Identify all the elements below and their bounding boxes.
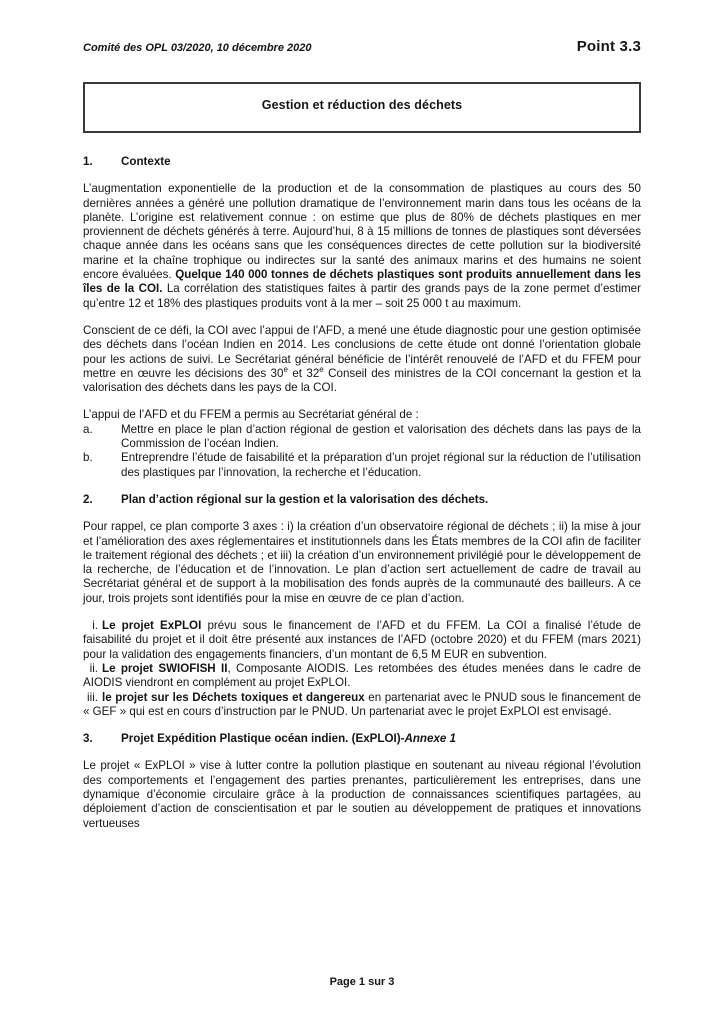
list-marker: iii. <box>87 690 98 704</box>
page-footer <box>0 976 724 988</box>
document-header <box>83 38 641 55</box>
text-segment: et 32 <box>287 366 320 380</box>
section-number: 3. <box>83 732 93 746</box>
section-heading <box>83 155 641 169</box>
text-segment: , Composante AIODIS. Les retombées des études menées dans le cadre de AIODIS viendront en complément au projet ExPLOI. <box>83 661 641 690</box>
section-heading <box>83 732 641 746</box>
project-item <box>83 619 641 662</box>
text-segment: en partenariat avec le PNUD sous le financement de « GEF » qui est en cours d’instruction par le PNUD. Un partenariat avec le projet ExPLOI est envisagé. <box>83 690 641 718</box>
text-segment: L’appui de l’AFD et du FFEM a permis au Secrétariat général de : <box>83 408 419 422</box>
section-title <box>121 155 171 168</box>
list-intro <box>83 408 641 422</box>
title-box <box>83 82 641 133</box>
page-number: Page 1 sur 3 <box>329 976 395 988</box>
project-list <box>83 619 641 719</box>
project-item <box>83 662 641 691</box>
list-marker: ii. <box>89 661 98 675</box>
list-item <box>83 451 641 480</box>
paragraph <box>83 520 641 606</box>
text-segment: Pour rappel, ce plan comporte 3 axes : i) la création d’un observatoire régional de déchets ; ii) la mise à jour et l’amélioration des axes réglementaires et institutionnels dans les États membres de la COI afin de faciliter le traitement régional des déchets ; et iii) la création d’un environnement privilégié pour le développement de la recherche, de l’éducation et de l’innovation. Le plan d’action sert actuellement de cadre de travail au Secrétariat général et de support à la mobilisation des fonds auprès de la communauté des bailleurs. A ce jour, trois projets sont identifiés pour la mise en œuvre de ce plan d’action. <box>83 520 641 605</box>
text-segment: Mettre en place le plan d’action régional de gestion et valorisation des déchets dans las pays de la Commission de l’océan Indien. <box>121 422 641 451</box>
text-segment: La corrélation des statistiques faites à partir des grands pays de la zone permet d’estimer qu’entre 12 et 18% des plastiques produits vont à la mer – soit 25 000 t au maximum. <box>83 282 641 310</box>
document-body <box>83 155 641 831</box>
lettered-list <box>83 408 641 479</box>
committee-label: Comité des OPL 03/2020, 10 décembre 2020 <box>83 42 312 54</box>
section-number: 2. <box>83 492 93 506</box>
text-segment: e <box>283 365 288 374</box>
text-segment: Projet Expédition Plastique océan indien. (ExPLOI)- <box>121 732 405 746</box>
text-segment: Plan d’action régional sur la gestion et la valorisation des déchets. <box>121 492 489 506</box>
section-heading <box>83 493 641 507</box>
section-title <box>121 732 456 745</box>
paragraph <box>83 182 641 311</box>
text-segment: L’augmentation exponentielle de la production et de la consommation de plastiques au cours des 50 dernières années a généré une pollution dramatique de l’environnement marin dans tous les océans de la planète. L’origine est relativement connue : on estime que plus de 80% de déchets plastiques en mer proviennent de déchets générés à terre. Aujourd’hui, 8 à 15 millions de tonnes de plastiques sont déversées chaque année dans les océans sans que les conséquences directes de cette pollution sur la biodiversité marine et la chaîne trophique ou indirectes sur la santé des animaux marins et des humains ne soient encore évaluées. <box>83 182 641 282</box>
text-segment: Conscient de ce défi, la COI avec l’appui de l’AFD, a mené une étude diagnostic pour une gestion optimisée des déchets dans l’océan Indien en 2014. Les conclusions de cette étude ont donné l’orientation globale pour les actions de suivi. Le Secrétariat général bénéficie de l’intérêt renouvelé de l’AFD et du FFEM pour mettre en œuvre les décisions des 30 <box>83 323 641 380</box>
text-segment: Le projet SWIOFISH II <box>102 661 228 675</box>
list-item <box>83 423 641 452</box>
paragraph <box>83 759 641 830</box>
section-title <box>121 493 488 506</box>
text-segment: Annexe 1 <box>404 732 457 746</box>
document-title: Gestion et réduction des déchets <box>261 98 463 112</box>
list-item-text <box>121 451 641 478</box>
agenda-point-label: Point 3.3 <box>576 38 641 55</box>
text-segment: Contexte <box>121 155 171 168</box>
text-segment: Conseil des ministres de la COI concernant la gestion et la valorisation des déchets dans les pays de la COI. <box>83 366 641 395</box>
text-segment: e <box>319 365 324 374</box>
paragraph <box>83 324 641 395</box>
text-segment: Le projet « ExPLOI » vise à lutter contre la pollution plastique en soutenant au niveau régional l’évolution des comportements et l’engagement des parties prenantes, particulièrement les entreprises, dans une dynamique d’économie circulaire grâce à la production de connaissances scientifiques partagées, au déploiement d’action de conscientisation et par le soutien au développement de pratiques et innovations vertueuses <box>83 759 641 830</box>
section-number: 1. <box>83 155 93 168</box>
project-item <box>83 691 641 720</box>
list-marker: a. <box>83 422 93 436</box>
text-segment: Entreprendre l’étude de faisabilité et la préparation d’un projet régional sur la réduction de l’utilisation des plastiques par l’innovation, la recherche et l’éducation. <box>121 451 641 479</box>
text-segment: Quelque 140 000 tonnes de déchets plastiques sont produits annuellement dans les îles de la COI. <box>83 268 641 296</box>
list-marker: i. <box>92 619 98 633</box>
text-segment: Le projet ExPLOI <box>102 619 202 633</box>
list-item-text <box>121 423 641 450</box>
list-marker: b. <box>83 451 93 465</box>
text-segment: prévu sous le financement de l’AFD et du FFEM. La COI a finalisé l’étude de faisabilité du projet et il doit être présenté aux instances de l’AFD (octobre 2020) et du FFEM (mars 2021) pour la validation des engagements financiers, d’un montant de 6,5 M EUR en subvention. <box>83 619 642 661</box>
text-segment: le projet sur les Déchets toxiques et dangereux <box>102 690 365 704</box>
